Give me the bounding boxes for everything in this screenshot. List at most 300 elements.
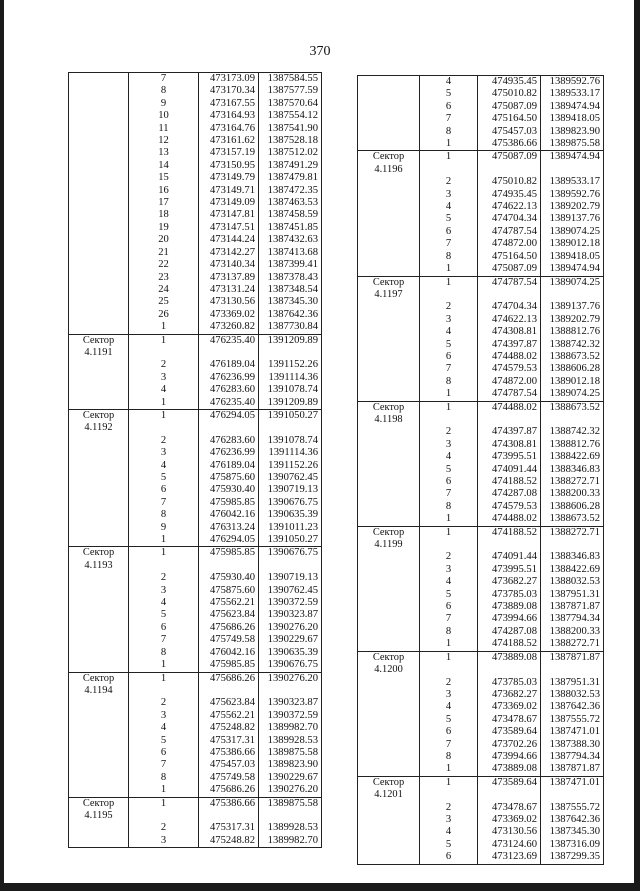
y-coordinate: 1388673.52	[541, 351, 604, 363]
table-row	[358, 776, 604, 801]
x-coordinate: 476189.04	[199, 359, 259, 371]
table-row	[358, 451, 604, 463]
point-number: 2	[129, 572, 199, 584]
point-number: 26	[129, 309, 199, 321]
point-number: 1	[129, 797, 199, 822]
sector-label	[69, 98, 129, 110]
table-row	[358, 339, 604, 351]
sector-label	[358, 601, 420, 613]
y-coordinate: 1387388.30	[541, 739, 604, 751]
sector-label	[69, 522, 129, 534]
sector-label	[69, 384, 129, 396]
sector-label	[69, 172, 129, 184]
x-coordinate: 476236.99	[199, 372, 259, 384]
sector-label	[358, 363, 420, 375]
x-coordinate: 475248.82	[199, 722, 259, 734]
y-coordinate: 1390276.20	[259, 784, 322, 797]
table-row	[69, 272, 322, 284]
y-coordinate: 1391078.74	[259, 384, 322, 396]
x-coordinate: 475457.03	[199, 759, 259, 771]
point-number: 4	[420, 76, 478, 89]
table-row	[358, 802, 604, 814]
point-number: 9	[129, 98, 199, 110]
table-row	[358, 314, 604, 326]
sector-label	[69, 597, 129, 609]
y-coordinate: 1388272.71	[541, 476, 604, 488]
point-number: 18	[129, 209, 199, 221]
table-row	[69, 634, 322, 646]
x-coordinate: 474787.54	[478, 276, 541, 301]
x-coordinate: 475749.58	[199, 634, 259, 646]
y-coordinate: 1390719.13	[259, 484, 322, 496]
sector-label	[358, 726, 420, 738]
table-row	[358, 251, 604, 263]
point-number: 5	[420, 339, 478, 351]
table-row	[358, 426, 604, 438]
sector-label	[358, 76, 420, 89]
point-number: 13	[129, 147, 199, 159]
x-coordinate: 473260.82	[199, 321, 259, 334]
table-row	[69, 735, 322, 747]
y-coordinate: 1389592.76	[541, 189, 604, 201]
point-number: 4	[129, 597, 199, 609]
table-row	[69, 73, 322, 86]
x-coordinate: 473170.34	[199, 85, 259, 97]
y-coordinate: 1387951.31	[541, 589, 604, 601]
y-coordinate: 1389012.18	[541, 376, 604, 388]
x-coordinate: 473144.24	[199, 234, 259, 246]
sector-label	[69, 460, 129, 472]
point-number: 7	[420, 613, 478, 625]
table-row	[358, 376, 604, 388]
point-number: 19	[129, 222, 199, 234]
sector-label	[358, 476, 420, 488]
sector-label	[358, 88, 420, 100]
x-coordinate: 474091.44	[478, 551, 541, 563]
sector-label	[69, 123, 129, 135]
x-coordinate: 473589.64	[478, 776, 541, 801]
sector-label	[69, 85, 129, 97]
sector-label	[69, 135, 129, 147]
table-row	[69, 697, 322, 709]
point-number: 9	[129, 522, 199, 534]
sector-label	[69, 697, 129, 709]
x-coordinate: 475457.03	[478, 126, 541, 138]
y-coordinate: 1389533.17	[541, 176, 604, 188]
x-coordinate: 474488.02	[478, 401, 541, 426]
table-row	[358, 751, 604, 763]
table-row	[69, 234, 322, 246]
sector-label	[358, 638, 420, 651]
point-number: 4	[129, 722, 199, 734]
point-number: 17	[129, 197, 199, 209]
point-number: 6	[420, 351, 478, 363]
sector-label	[358, 138, 420, 151]
sector-label	[69, 234, 129, 246]
table-row	[69, 647, 322, 659]
sector-label	[358, 439, 420, 451]
y-coordinate: 1388346.83	[541, 551, 604, 563]
point-number: 4	[420, 701, 478, 713]
y-coordinate: 1387471.01	[541, 726, 604, 738]
table-row	[358, 113, 604, 125]
point-number: 6	[420, 226, 478, 238]
sector-label	[358, 263, 420, 276]
point-number: 3	[129, 710, 199, 722]
point-number: 3	[420, 564, 478, 576]
sector-label	[69, 509, 129, 521]
y-coordinate: 1390276.20	[259, 622, 322, 634]
y-coordinate: 1387299.35	[541, 851, 604, 864]
table-row	[69, 509, 322, 521]
table-row	[69, 747, 322, 759]
x-coordinate: 474787.54	[478, 226, 541, 238]
x-coordinate: 473140.34	[199, 259, 259, 271]
y-coordinate: 1387555.72	[541, 802, 604, 814]
y-coordinate: 1391209.89	[259, 397, 322, 410]
x-coordinate: 473995.51	[478, 564, 541, 576]
x-coordinate: 475623.84	[199, 609, 259, 621]
table-row	[69, 321, 322, 334]
y-coordinate: 1387458.59	[259, 209, 322, 221]
y-coordinate: 1389418.05	[541, 113, 604, 125]
point-number: 2	[129, 697, 199, 709]
x-coordinate: 473889.08	[478, 601, 541, 613]
x-coordinate: 475164.50	[478, 251, 541, 263]
x-coordinate: 475087.09	[478, 151, 541, 176]
y-coordinate: 1391114.36	[259, 372, 322, 384]
x-coordinate: 475686.26	[199, 784, 259, 797]
table-row	[358, 464, 604, 476]
point-number: 7	[420, 113, 478, 125]
point-number: 1	[420, 388, 478, 401]
x-coordinate: 474308.81	[478, 326, 541, 338]
y-coordinate: 1391050.27	[259, 534, 322, 547]
y-coordinate: 1390372.59	[259, 597, 322, 609]
point-number: 1	[420, 513, 478, 526]
x-coordinate: 474287.08	[478, 488, 541, 500]
point-number: 8	[420, 751, 478, 763]
table-row	[358, 851, 604, 864]
sector-label	[358, 814, 420, 826]
point-number: 5	[129, 472, 199, 484]
point-number: 2	[129, 359, 199, 371]
x-coordinate: 474488.02	[478, 351, 541, 363]
sector-label	[69, 835, 129, 848]
x-coordinate: 473682.27	[478, 576, 541, 588]
sector-label: Сектор 4.1192	[69, 409, 129, 434]
point-number: 1	[129, 659, 199, 672]
point-number: 23	[129, 272, 199, 284]
table-row	[358, 488, 604, 500]
sector-label	[69, 222, 129, 234]
point-number: 6	[420, 476, 478, 488]
point-number: 1	[420, 138, 478, 151]
sector-label	[69, 784, 129, 797]
x-coordinate: 473478.67	[478, 802, 541, 814]
sector-label	[358, 301, 420, 313]
y-coordinate: 1387348.54	[259, 284, 322, 296]
table-row	[358, 238, 604, 250]
y-coordinate: 1391011.23	[259, 522, 322, 534]
y-coordinate: 1387794.34	[541, 613, 604, 625]
sector-label	[69, 197, 129, 209]
table-row	[358, 176, 604, 188]
table-row	[358, 701, 604, 713]
x-coordinate: 474188.52	[478, 526, 541, 551]
point-number: 20	[129, 234, 199, 246]
sector-label	[69, 822, 129, 834]
x-coordinate: 473123.69	[478, 851, 541, 864]
x-coordinate: 473124.60	[478, 839, 541, 851]
table-row	[69, 309, 322, 321]
sector-label	[358, 201, 420, 213]
table-row	[69, 123, 322, 135]
x-coordinate: 475317.31	[199, 822, 259, 834]
y-coordinate: 1389074.25	[541, 226, 604, 238]
y-coordinate: 1387871.87	[541, 651, 604, 676]
y-coordinate: 1388346.83	[541, 464, 604, 476]
y-coordinate: 1387463.53	[259, 197, 322, 209]
x-coordinate: 476294.05	[199, 409, 259, 434]
sector-label	[69, 296, 129, 308]
x-coordinate: 474397.87	[478, 339, 541, 351]
table-row	[358, 138, 604, 151]
sector-label	[69, 585, 129, 597]
y-coordinate: 1387491.29	[259, 160, 322, 172]
sector-label	[69, 372, 129, 384]
point-number: 1	[129, 409, 199, 434]
x-coordinate: 473164.76	[199, 123, 259, 135]
table-row	[69, 585, 322, 597]
sector-label	[69, 659, 129, 672]
sector-label	[69, 447, 129, 459]
y-coordinate: 1387471.01	[541, 776, 604, 801]
x-coordinate: 473369.02	[478, 701, 541, 713]
table-row	[69, 384, 322, 396]
y-coordinate: 1391152.26	[259, 460, 322, 472]
point-number: 6	[129, 484, 199, 496]
x-coordinate: 473369.02	[199, 309, 259, 321]
sector-label	[358, 113, 420, 125]
y-coordinate: 1387316.09	[541, 839, 604, 851]
point-number: 1	[129, 672, 199, 697]
sector-label	[69, 747, 129, 759]
sector-label	[358, 238, 420, 250]
sector-label	[69, 259, 129, 271]
x-coordinate: 474872.00	[478, 376, 541, 388]
sector-label	[69, 647, 129, 659]
table-row	[69, 435, 322, 447]
x-coordinate: 475623.84	[199, 697, 259, 709]
sector-label: Сектор 4.1194	[69, 672, 129, 697]
x-coordinate: 474091.44	[478, 464, 541, 476]
point-number: 6	[420, 101, 478, 113]
table-row	[69, 222, 322, 234]
point-number: 7	[420, 739, 478, 751]
point-number: 5	[420, 464, 478, 476]
page-number: 370	[309, 44, 331, 59]
table-row	[69, 597, 322, 609]
x-coordinate: 475386.66	[478, 138, 541, 151]
point-number: 8	[420, 376, 478, 388]
y-coordinate: 1387345.30	[541, 826, 604, 838]
x-coordinate: 475087.09	[478, 101, 541, 113]
x-coordinate: 473149.79	[199, 172, 259, 184]
y-coordinate: 1387528.18	[259, 135, 322, 147]
table-row	[69, 722, 322, 734]
table-row	[69, 197, 322, 209]
point-number: 5	[420, 714, 478, 726]
point-number: 3	[420, 689, 478, 701]
table-row	[358, 213, 604, 225]
y-coordinate: 1390635.39	[259, 647, 322, 659]
point-number: 1	[420, 151, 478, 176]
y-coordinate: 1390762.45	[259, 585, 322, 597]
table-row	[69, 522, 322, 534]
x-coordinate: 473478.67	[478, 714, 541, 726]
x-coordinate: 473589.64	[478, 726, 541, 738]
y-coordinate: 1389474.94	[541, 263, 604, 276]
x-coordinate: 476235.40	[199, 397, 259, 410]
sector-label	[358, 714, 420, 726]
point-number: 5	[420, 213, 478, 225]
y-coordinate: 1391152.26	[259, 359, 322, 371]
y-coordinate: 1387951.31	[541, 677, 604, 689]
table-row	[358, 151, 604, 176]
table-row	[358, 551, 604, 563]
table-row	[69, 772, 322, 784]
sector-label	[358, 851, 420, 864]
table-row	[358, 689, 604, 701]
y-coordinate: 1390762.45	[259, 472, 322, 484]
y-coordinate: 1387871.87	[541, 763, 604, 776]
table-row	[358, 513, 604, 526]
sector-label: Сектор 4.1201	[358, 776, 420, 801]
table-row	[69, 259, 322, 271]
point-number: 12	[129, 135, 199, 147]
table-row	[69, 185, 322, 197]
sector-label	[69, 435, 129, 447]
x-coordinate: 473149.09	[199, 197, 259, 209]
y-coordinate: 1389137.76	[541, 301, 604, 313]
point-number: 6	[420, 851, 478, 864]
point-number: 22	[129, 259, 199, 271]
x-coordinate: 475164.50	[478, 113, 541, 125]
sector-label	[358, 589, 420, 601]
scan-border-right	[634, 0, 640, 891]
x-coordinate: 476283.60	[199, 384, 259, 396]
sector-label	[358, 751, 420, 763]
point-number: 5	[420, 88, 478, 100]
x-coordinate: 474579.53	[478, 501, 541, 513]
x-coordinate: 473702.26	[478, 739, 541, 751]
x-coordinate: 473137.89	[199, 272, 259, 284]
sector-label	[69, 309, 129, 321]
y-coordinate: 1387642.36	[541, 814, 604, 826]
table-row	[69, 397, 322, 410]
y-coordinate: 1389012.18	[541, 238, 604, 250]
table-row	[358, 301, 604, 313]
sector-label: Сектор 4.1200	[358, 651, 420, 676]
table-row	[69, 359, 322, 371]
point-number: 4	[420, 326, 478, 338]
y-coordinate: 1387345.30	[259, 296, 322, 308]
point-number: 7	[129, 73, 199, 86]
x-coordinate: 473889.08	[478, 651, 541, 676]
sector-label	[69, 622, 129, 634]
sector-label	[358, 677, 420, 689]
sector-label	[69, 497, 129, 509]
sector-label	[69, 472, 129, 484]
point-number: 8	[420, 626, 478, 638]
point-number: 25	[129, 296, 199, 308]
y-coordinate: 1389137.76	[541, 213, 604, 225]
point-number: 6	[420, 726, 478, 738]
x-coordinate: 474397.87	[478, 426, 541, 438]
table-row	[69, 609, 322, 621]
x-coordinate: 475930.40	[199, 484, 259, 496]
x-coordinate: 473167.55	[199, 98, 259, 110]
y-coordinate: 1389982.70	[259, 835, 322, 848]
table-row	[358, 126, 604, 138]
table-row	[69, 409, 322, 434]
x-coordinate: 474188.52	[478, 476, 541, 488]
point-number: 7	[129, 759, 199, 771]
point-number: 8	[129, 509, 199, 521]
sector-label	[69, 185, 129, 197]
point-number: 6	[129, 622, 199, 634]
y-coordinate: 1389928.53	[259, 735, 322, 747]
point-number: 24	[129, 284, 199, 296]
sector-label	[358, 388, 420, 401]
point-number: 1	[129, 534, 199, 547]
table-row	[69, 447, 322, 459]
point-number: 15	[129, 172, 199, 184]
y-coordinate: 1389875.58	[541, 138, 604, 151]
table-row	[358, 226, 604, 238]
sector-label	[358, 126, 420, 138]
table-row	[358, 526, 604, 551]
point-number: 2	[420, 301, 478, 313]
point-number: 10	[129, 110, 199, 122]
table-row	[358, 839, 604, 851]
table-row	[358, 677, 604, 689]
table-row	[69, 172, 322, 184]
y-coordinate: 1390372.59	[259, 710, 322, 722]
table-row	[69, 85, 322, 97]
point-number: 3	[129, 447, 199, 459]
point-number: 1	[420, 763, 478, 776]
table-row	[69, 110, 322, 122]
point-number: 8	[420, 126, 478, 138]
x-coordinate: 473369.02	[478, 814, 541, 826]
point-number: 7	[420, 238, 478, 250]
point-number: 21	[129, 247, 199, 259]
y-coordinate: 1390323.87	[259, 697, 322, 709]
table-row	[358, 651, 604, 676]
sector-label: Сектор 4.1197	[358, 276, 420, 301]
x-coordinate: 474488.02	[478, 513, 541, 526]
y-coordinate: 1388673.52	[541, 513, 604, 526]
x-coordinate: 475930.40	[199, 572, 259, 584]
sector-label	[358, 176, 420, 188]
sector-label	[69, 609, 129, 621]
point-number: 4	[420, 576, 478, 588]
point-number: 1	[420, 263, 478, 276]
x-coordinate: 474787.54	[478, 388, 541, 401]
y-coordinate: 1388606.28	[541, 501, 604, 513]
